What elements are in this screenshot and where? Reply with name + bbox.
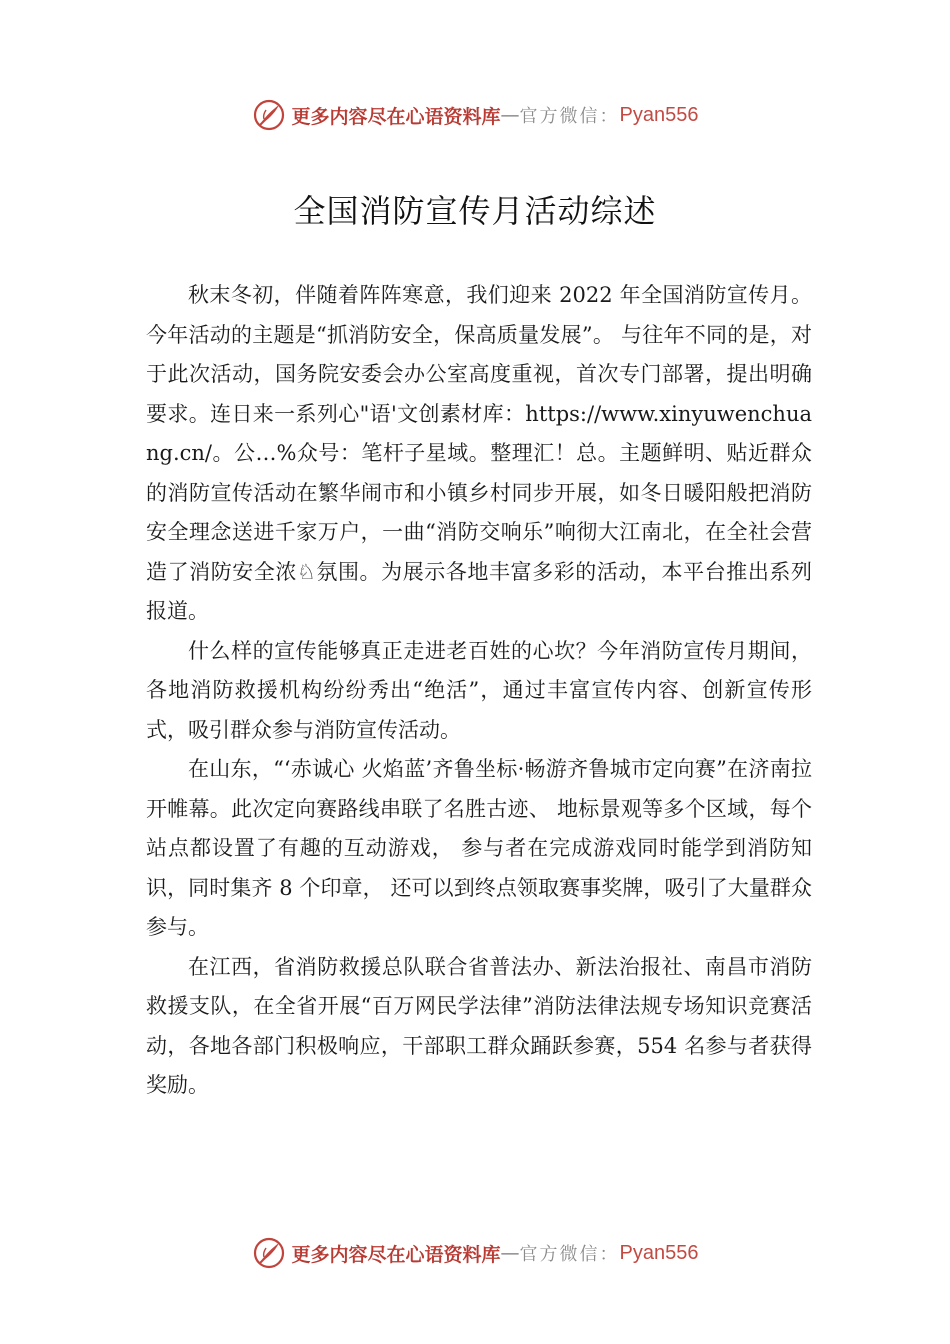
banner-brand-text: 更多内容尽在心语资料库 (291, 1243, 501, 1266)
document-body (146, 276, 812, 1106)
quill-pen-logo-icon (252, 1236, 286, 1270)
banner-wechat-id: Pyan556 (619, 103, 699, 126)
banner-wechat-label: 官方微信： (519, 106, 620, 127)
paragraph: 在江西，省消防救援总队联合省普法办、新法治报社、南昌市消防救援支队，在全省开展“百万网民学法律”消防法律法规专场知识竞赛活动，各地各部门积极响应，干部职工群众踊跃参赛，554 名参与者获得奖励。 (146, 954, 812, 1097)
banner-wechat-label: 官方微信： (519, 1244, 620, 1265)
banner-brand-text: 更多内容尽在心语资料库 (291, 105, 501, 128)
paragraph: 什么样的宣传能够真正走进老百姓的心坎？今年消防宣传月期间，各地消防救援机构纷纷秀出“绝活”，通过丰富宣传内容、创新宣传形式，吸引群众参与消防宣传活动。 (146, 638, 812, 742)
banner-separator: — (500, 1242, 520, 1264)
document-title: 全国消防宣传月活动综述 (293, 192, 657, 230)
header-banner (0, 95, 950, 135)
banner-separator: — (500, 104, 520, 126)
quill-pen-logo-icon (252, 98, 286, 132)
footer-banner (0, 1233, 950, 1273)
banner-wechat-id: Pyan556 (619, 1241, 699, 1264)
paragraph: 秋末冬初，伴随着阵阵寒意，我们迎来 2022 年全国消防宣传月。今年活动的主题是“抓消防安全，保高质量发展”。 与往年不同的是，对于此次活动，国务院安委会办公室高度重视，首次专门部署，提出明确要求。连日来一系列心"语'文创素材库：https://www.xinyuwenchuang.cn/。公…%众号：笔杆子星域。整理汇！总。主题鲜明、贴近群众的消防宣传活动在繁华闹市和小镇乡村同步开展，如冬日暖阳般把消防安全理念送进千家万户，一曲“消防交响乐”响彻大江南北，在全社会营造了消防安全浓♘氛围。为展示各地丰富多彩的活动，本平台推出系列报道。 (146, 283, 812, 623)
paragraph: 在山东，“‘赤诚心 火焰蓝’齐鲁坐标·畅游齐鲁城市定向赛”在济南拉开帷幕。此次定向赛路线串联了名胜古迹、 地标景观等多个区域，每个站点都设置了有趣的互动游戏， 参与者在完成游戏同时能学到消防知识，同时集齐 8 个印章， 还可以到终点领取赛事奖牌，吸引了大量群众参与。 (146, 757, 812, 939)
